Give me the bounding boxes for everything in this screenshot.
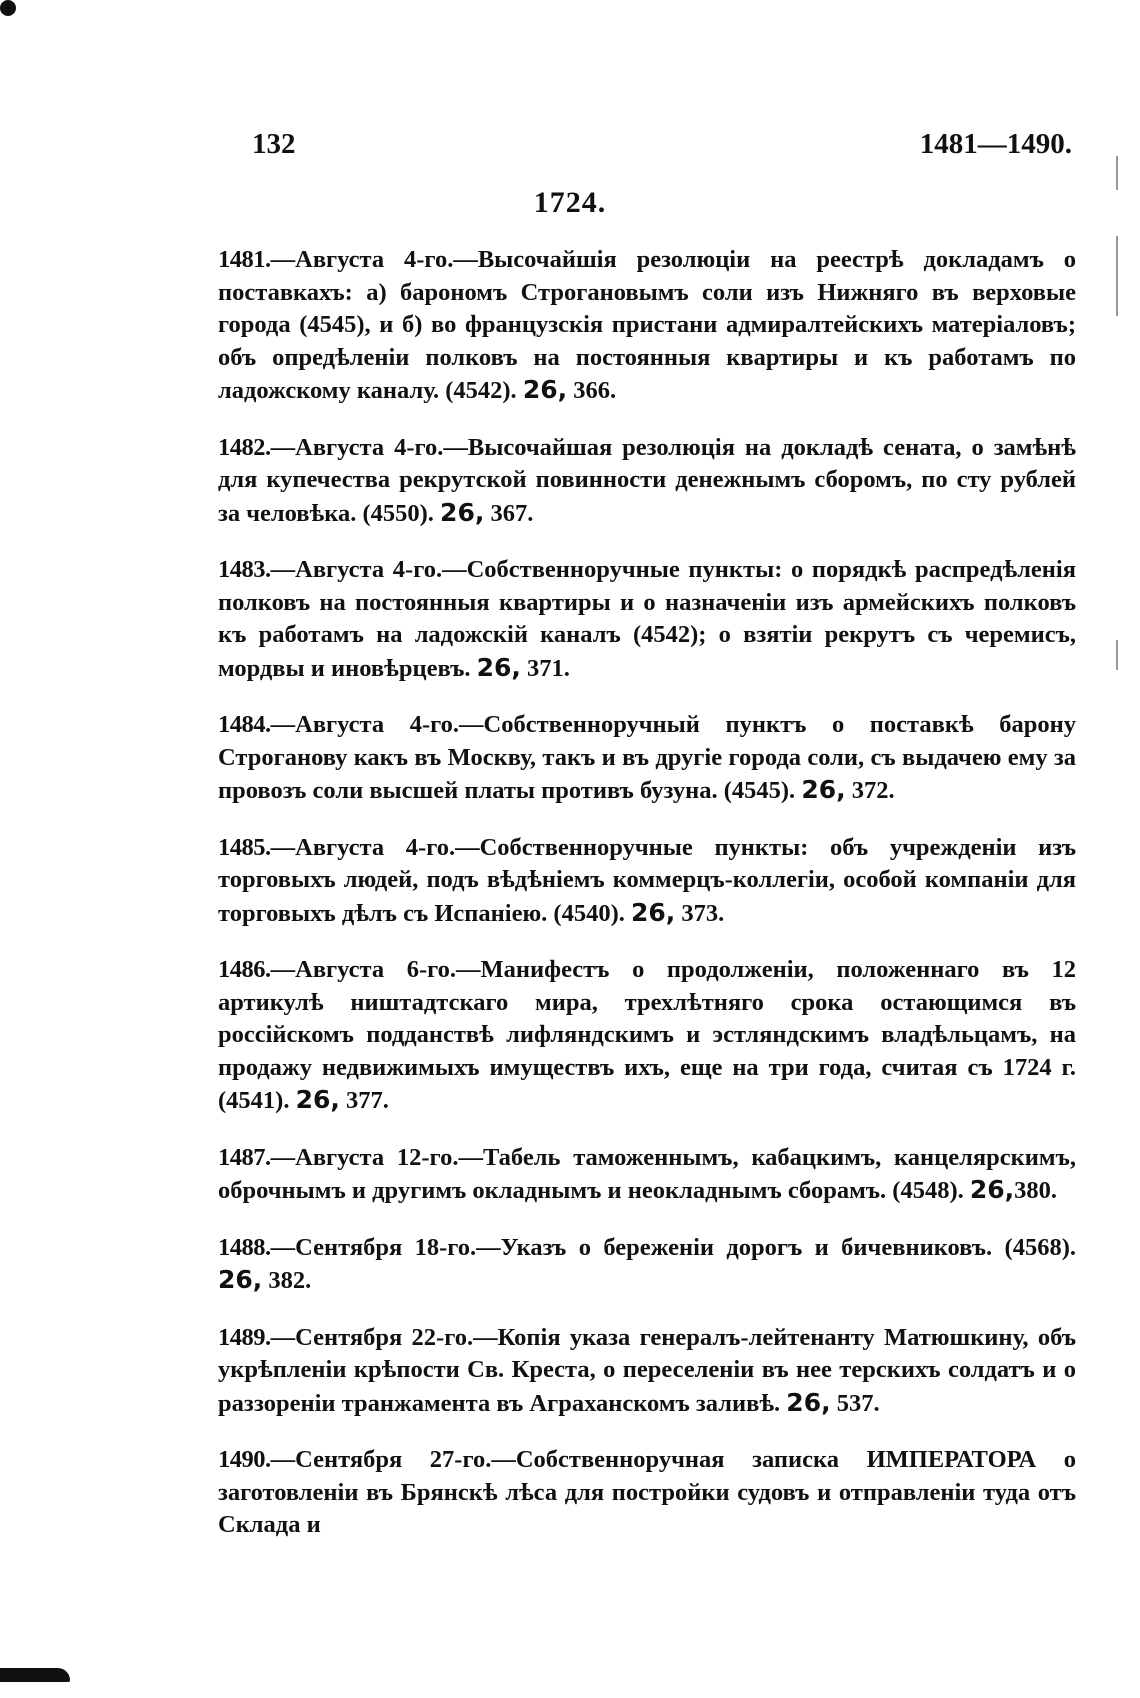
entry <box>218 244 1076 408</box>
entry-number: 1486. <box>218 956 271 983</box>
entry-number: 1482. <box>218 433 271 461</box>
entry <box>218 832 1076 931</box>
page-ref: 367. <box>484 499 534 527</box>
entry-text: —Сентября 27-го.—Собственноручная записка ИМПЕРАТОРА о заготовленіи въ Брянскѣ лѣса для постройки судовъ и отправленіи туда отъ Склада и <box>218 1446 1076 1538</box>
ink-blot-top-left <box>0 0 16 16</box>
entry-number: 1485. <box>218 833 271 861</box>
entry-text: —Августа 4-го.—Собственноручные пункты: объ учрежденіи изъ торговыхъ людей, подъ вѣдѣніемъ коммерцъ-коллегіи, особой компаніи для торговыхъ дѣлъ съ Испаніею. (4540). <box>218 833 1076 927</box>
volume-ref: 26, <box>969 1175 1015 1204</box>
entry-number: 1489. <box>218 1323 271 1351</box>
entry-text: —Августа 12-го.—Табель таможеннымъ, кабацкимъ, канцелярскимъ, оброчнымъ и другимъ окладнымъ и неокладнымъ сборамъ. (4548). <box>218 1143 1076 1204</box>
entry <box>218 954 1076 1118</box>
volume-ref: 26, <box>631 897 676 927</box>
entry <box>218 1232 1076 1298</box>
entry-number: 1483. <box>218 556 271 583</box>
page-ref: 373. <box>675 899 725 927</box>
page-ref: 371. <box>520 654 570 682</box>
ink-smudge-bottom-left <box>0 1668 70 1682</box>
margin-rule-2 <box>1116 236 1118 316</box>
entry-text: —Сентября 18-го.—Указъ о береженіи дорогъ и бичевниковъ. (4568). <box>270 1233 1076 1261</box>
page-ref: 382. <box>262 1267 312 1294</box>
entry-number: 1484. <box>218 711 271 738</box>
entry-text: —Августа 6-го.—Манифестъ о продолженіи, положеннаго въ 12 артикулѣ ништадтскаго мира, трехлѣтняго срока остающимся въ россійскомъ подданствѣ лифляндскимъ и эстляндскимъ владѣльцамъ, на продажу недвижимыхъ имуществъ ихъ, еще на три года, считая съ 1724 г. (4541). <box>218 956 1076 1114</box>
entry-number: 1487. <box>218 1143 271 1171</box>
volume-ref: 26, <box>440 497 485 527</box>
entry-range: 1481—1490. <box>919 128 1072 160</box>
running-head <box>252 128 1072 168</box>
entries-list <box>218 244 1076 1566</box>
entry <box>218 554 1076 685</box>
entry-text: —Августа 4-го.—Высочайшая резолюція на докладѣ сената, о замѣнѣ для купечества рекрутской повинности денежнымъ сборомъ, по сту рублей за человѣка. (4550). <box>218 433 1076 527</box>
volume-ref: 26, <box>218 1265 263 1294</box>
entry <box>218 1444 1076 1542</box>
page-ref: 380. <box>1014 1177 1058 1204</box>
entry-text: —Августа 4-го.—Собственноручные пункты: о порядкѣ распредѣленія полковъ на постоянныя квартиры и о назначеніи изъ армейскихъ полковъ къ работамъ на ладожскій каналъ (4542); о взятіи рекрутъ съ черемисъ, мордвы и иновѣрцевъ. <box>218 556 1076 682</box>
entry-number: 1490. <box>218 1446 271 1473</box>
year-heading: 1724. <box>533 186 607 219</box>
volume-ref: 26, <box>295 1085 340 1114</box>
page-ref: 377. <box>339 1087 389 1114</box>
margin-rule-3 <box>1116 640 1118 670</box>
margin-rule-1 <box>1116 156 1118 190</box>
page-ref: 366. <box>567 377 617 404</box>
entry-text: —Августа 4-го.—Собственноручный пунктъ о поставкѣ барону Строганову какъ въ Москву, такъ и въ другіе города соли, съ выдачею ему за провозъ соли высшей платы противъ бузуна. (4545). <box>218 711 1076 804</box>
entry-text: —Сентября 22-го.—Копія указа генералъ-лейтенанту Матюшкину, объ укрѣпленіи крѣпости Св. Креста, о переселеніи въ нее терскихъ солдатъ и о раззореніи транжамента въ Аграханскомъ заливѣ. <box>218 1323 1076 1417</box>
volume-ref: 26, <box>786 1387 831 1417</box>
volume-ref: 26, <box>476 652 521 682</box>
entry-number: 1481. <box>218 246 271 273</box>
entry <box>218 709 1076 808</box>
entry <box>218 432 1076 531</box>
entry-text: —Августа 4-го.—Высочайшія резолюціи на реестрѣ докладамъ о поставкахъ: а) барономъ Строгановымъ соли изъ Нижняго въ верховые города (4545), и б) во французскія пристани адмиралтейскихъ матеріаловъ; объ опредѣленіи полковъ на постоянныя квартиры и къ работамъ по ладожскому каналу. (4542). <box>218 246 1076 404</box>
entry <box>218 1322 1076 1421</box>
page-ref: 372. <box>845 777 895 804</box>
volume-ref: 26, <box>522 375 568 404</box>
page-ref: 537. <box>830 1389 880 1417</box>
entry-number: 1488. <box>218 1233 271 1261</box>
page-number: 132 <box>252 128 296 160</box>
volume-ref: 26, <box>801 775 846 804</box>
entry <box>218 1142 1076 1208</box>
